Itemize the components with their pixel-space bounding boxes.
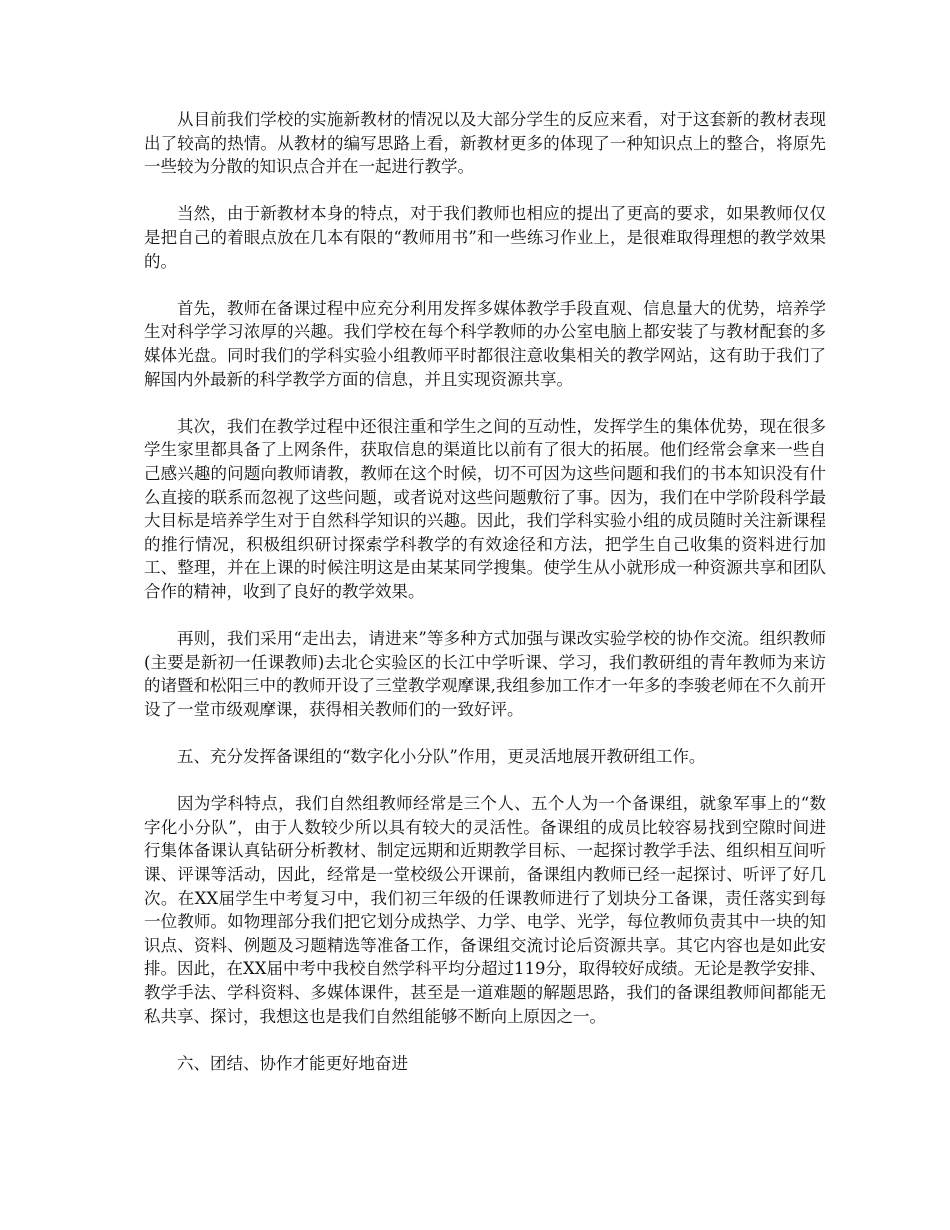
paragraph-multimedia-teaching: 首先，教师在备课过程中应充分利用发挥多媒体教学手段直观、信息量大的优势，培养学生对科学学习浓厚的兴趣。我们学校在每个科学教师的办公室电脑上都安装了与教材配套的多媒体光盘。同时我们的学科实验小组教师平时都很注意收集相关的教学网站，这有助于我们了解国内外最新的科学教学方面的信息，并且实现资源共享。	[144, 298, 826, 389]
paragraph-higher-requirements: 当然，由于新教材本身的特点，对于我们教师也相应的提出了更高的要求，如果教师仅仅是把自己的着眼点放在几本有限的“教师用书”和一些练习作业上，是很难取得理想的教学效果的。	[144, 204, 826, 271]
document-page	[144, 108, 826, 1075]
section-heading-six: 六、团结、协作才能更好地奋进	[177, 1053, 408, 1073]
section-heading-five: 五、充分发挥备课组的“数字化小分队”作用，更灵活地展开教研组工作。	[177, 747, 706, 767]
paragraph-lesson-prep-groups: 因为学科特点，我们自然组教师经常是三个人、五个人为一个备课组，就象军事上的“数字化小分队”，由于人数较少所以具有较大的灵活性。备课组的成员比较容易找到空隙时间进行集体备课认真钻研分析教材、制定远期和近期教学目标、一起探讨教学手法、组织相互间听课、评课等活动，因此，经常是一堂校级公开课前，备课组内教师已经一起探讨、听评了好几次。在XX届学生中考复习中，我们初三年级的任课教师进行了划块分工备课，责任落实到每一位教师。如物理部分我们把它划分成热学、力学、电学、光学，每位教师负责其中一块的知识点、资料、例题及习题精选等准备工作，备课组交流讨论后资源共享。其它内容也是如此安排。因此，在XX届中考中我校自然学科平均分超过119分，取得较好成绩。无论是教学安排、教学手法、学科资料、多媒体课件，甚至是一道难题的解题思路，我们的备课组教师间都能无私共享、探讨，我想这也是我们自然组能够不断向上原因之一。	[144, 794, 826, 1026]
paragraph-new-textbook-response: 从目前我们学校的实施新教材的情况以及大部分学生的反应来看，对于这套新的教材表现出了较高的热情。从教材的编写思路上看，新教材更多的体现了一种知识点上的整合，将原先一些较为分散的知识点合并在一起进行教学。	[144, 110, 826, 177]
paragraph-student-interaction: 其次，我们在教学过程中还很注重和学生之间的互动性，发挥学生的集体优势，现在很多学生家里都具备了上网条件，获取信息的渠道比以前有了很大的拓展。他们经常会拿来一些自己感兴趣的问题向教师请教，教师在这个时候，切不可因为这些问题和我们的书本知识没有什么直接的联系而忽视了这些问题，或者说对这些问题敷衍了事。因为，我们在中学阶段科学最大目标是培养学生对于自然科学知识的兴趣。因此，我们学科实验小组的成员随时关注新课程的推行情况，积极组织研讨探索学科教学的有效途径和方法，把学生自己收集的资料进行加工、整理，并在上课的时候注明这是由某某同学搜集。使学生从小就形成一种资源共享和团队合作的精神，收到了良好的教学效果。	[144, 416, 826, 601]
paragraph-exchange-cooperation: 再则，我们采用“走出去，请进来”等多种方式加强与课改实验学校的协作交流。组织教师(主要是新初一任课教师)去北仑实验区的长江中学听课、学习，我们教研组的青年教师为来访的诸暨和松阳三中的教师开设了三堂教学观摩课,我组参加工作才一年多的李骏老师在不久前开设了一堂市级观摩课，获得相关教师们的一致好评。	[144, 629, 826, 719]
